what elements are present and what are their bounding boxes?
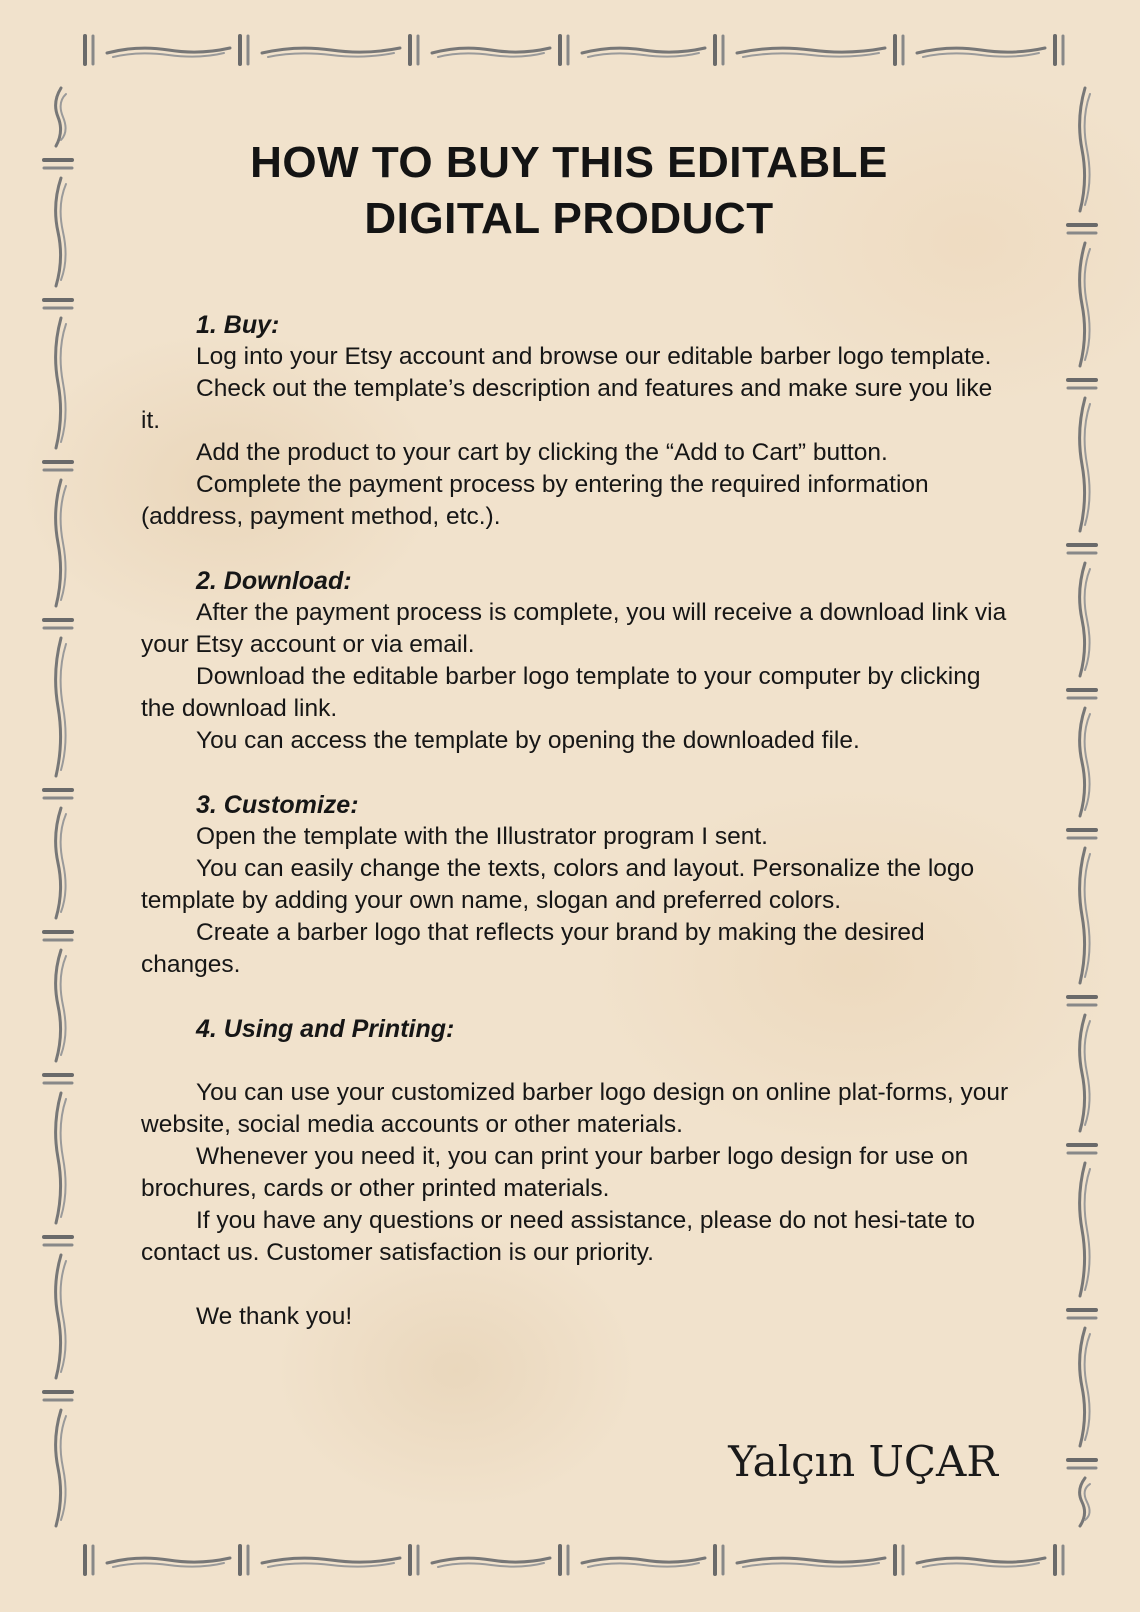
paragraph: If you have any questions or need assistance, please do not hesi-tate to contact us. Customer satisfaction is our priority.	[141, 1207, 976, 1266]
paragraph: After the payment process is complete, you will receive a download link via your Etsy account or via email.	[141, 599, 1007, 658]
section-using-printing	[141, 1013, 1011, 1269]
section-heading: 1. Buy:	[196, 311, 280, 339]
paragraph: Complete the payment process by entering the required information (address, payment method, etc.).	[141, 471, 929, 530]
paragraph: You can use your customized barber logo design on online plat-forms, your website, social media accounts or other materials.	[141, 1079, 1009, 1138]
section-customize	[141, 789, 1011, 981]
paragraph: You can easily change the texts, colors and layout. Personalize the logo template by adding your own name, slogan and preferred colors.	[141, 855, 975, 914]
document-body	[141, 135, 1011, 1333]
paragraph: Download the editable barber logo template to your computer by clicking the download link.	[141, 663, 981, 722]
blank-line	[141, 1045, 1011, 1077]
section-heading: 3. Customize:	[196, 791, 359, 819]
paragraph: Open the template with the Illustrator program I sent.	[196, 823, 768, 850]
paragraph: Whenever you need it, you can print your barber logo design for use on brochures, cards or other printed materials.	[141, 1143, 969, 1202]
paragraph: Check out the template’s description and features and make sure you like it.	[141, 375, 993, 434]
section-download	[141, 565, 1011, 757]
section-heading: 4. Using and Printing:	[196, 1015, 455, 1043]
section-buy	[141, 309, 1011, 533]
signature: Yalçın UÇAR	[728, 1437, 998, 1486]
closing-text: We thank you!	[196, 1303, 353, 1330]
section-heading: 2. Download:	[196, 567, 352, 595]
paragraph: Add the product to your cart by clicking the “Add to Cart” button.	[196, 439, 888, 466]
paragraph: Log into your Etsy account and browse our editable barber logo template.	[196, 343, 992, 370]
page-title	[139, 135, 999, 247]
title-line-2: DIGITAL PRODUCT	[364, 194, 774, 243]
paragraph: Create a barber logo that reflects your brand by making the desired changes.	[141, 919, 925, 978]
title-line-1: HOW TO BUY THIS EDITABLE	[250, 138, 888, 187]
paragraph: You can access the template by opening the downloaded file.	[196, 727, 860, 754]
